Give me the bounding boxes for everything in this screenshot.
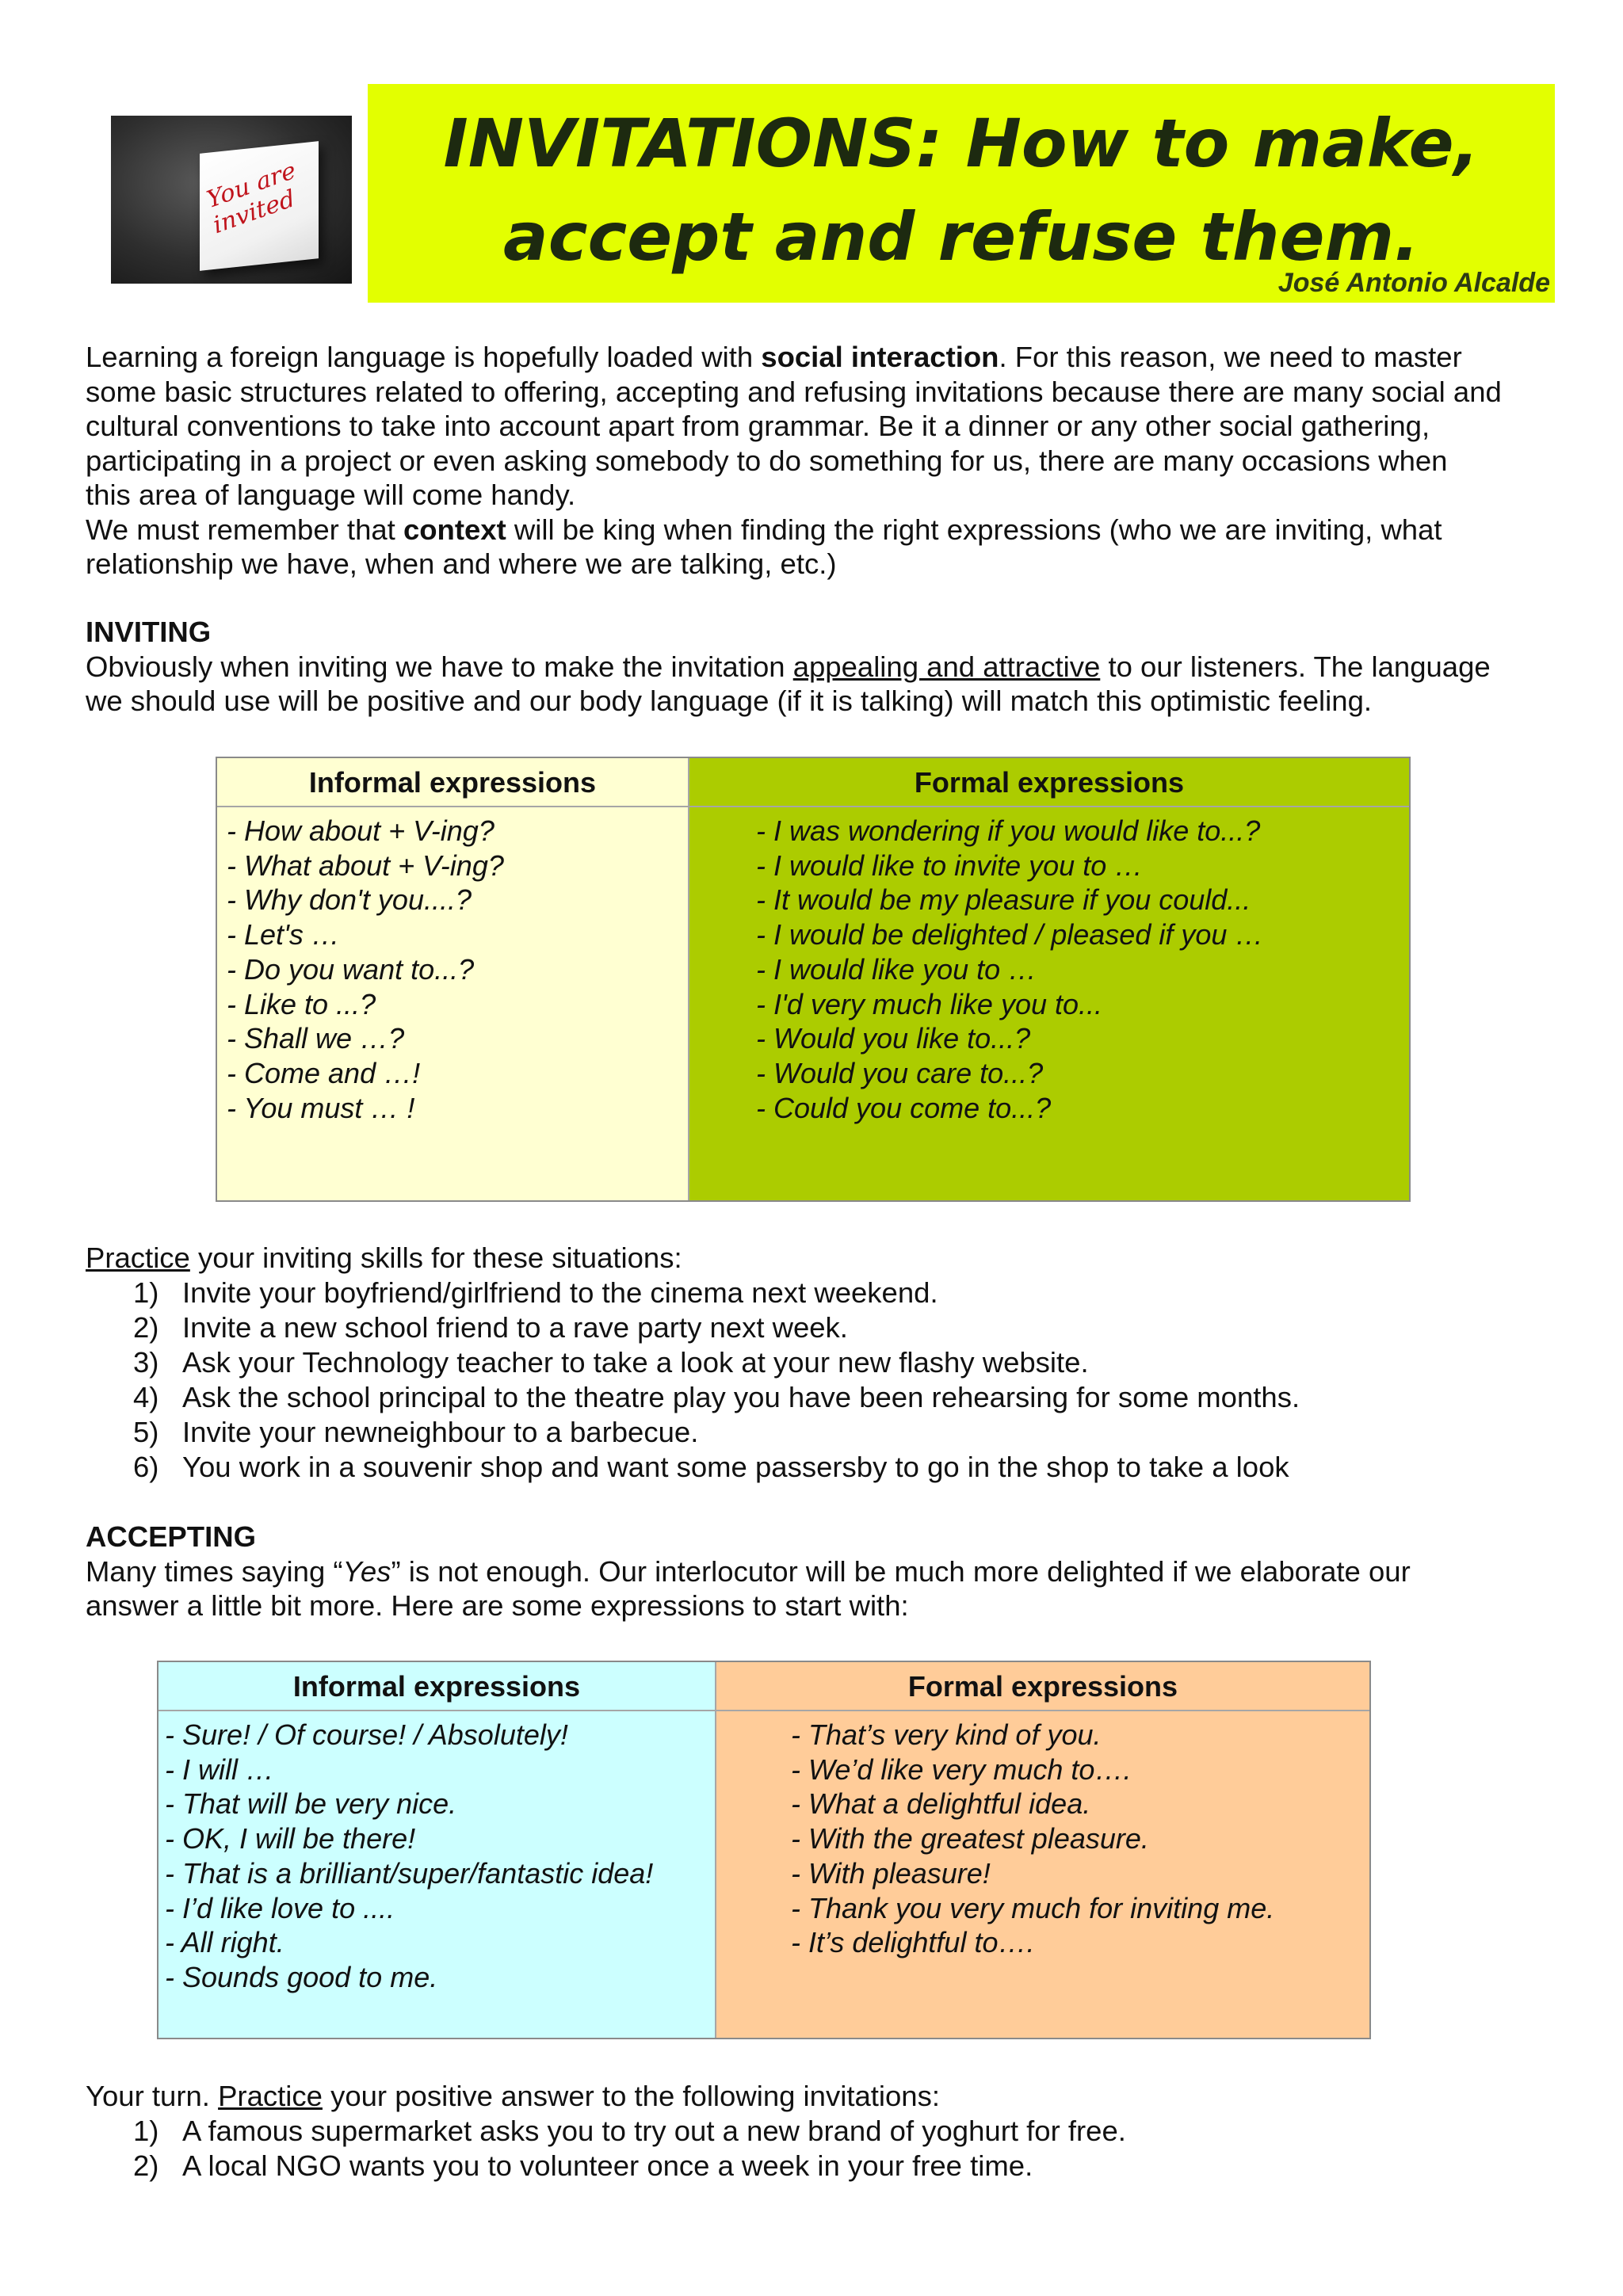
expression-item: - Sure! / Of course! / Absolutely! — [165, 1718, 568, 1751]
intro-emphasis-social-interaction: social interaction — [761, 341, 999, 373]
inviting-underlined-phrase: appealing and attractive — [792, 650, 1101, 683]
expression-item: - Would you like to...? — [756, 1022, 1031, 1055]
expression-item: - All right. — [165, 1926, 285, 1959]
accepting-informal-column — [158, 1662, 716, 2038]
expression-item: - We’d like very much to…. — [791, 1753, 1132, 1786]
list-item-text: A local NGO wants you to volunteer once a week in your free time. — [182, 2149, 1033, 2182]
inviting-informal-header: Informal expressions — [217, 758, 688, 807]
practice-underlined: Practice — [86, 1241, 190, 1274]
accepting-text: ” is not enough. Our interlocutor will be much more delighted if we elaborate our — [391, 1554, 1411, 1588]
expression-item: - What a delightful idea. — [791, 1787, 1091, 1821]
list-item — [133, 1276, 1300, 1310]
accepting-italic-yes: Yes — [342, 1554, 391, 1588]
accepting-section-text — [86, 1520, 1568, 1623]
list-item-number: 1) — [133, 1276, 159, 1309]
expression-item: - Like to ...? — [227, 987, 376, 1020]
list-item-text: Ask the school principal to the theatre play you have been rehearsing for some months. — [182, 1381, 1300, 1413]
expression-item: - Thank you very much for inviting me. — [791, 1891, 1275, 1924]
invitation-card-text: You are invited — [204, 156, 299, 240]
accepting-invitations-list — [133, 2114, 1126, 2183]
your-turn-text: Your turn. — [86, 2080, 219, 2112]
inviting-formal-column — [689, 758, 1409, 1200]
inviting-informal-column — [217, 758, 689, 1200]
expression-item: - I was wondering if you would like to...? — [756, 814, 1261, 847]
intro-text: We must remember that — [86, 513, 403, 546]
expression-item: - With pleasure! — [791, 1856, 991, 1890]
expression-item: - Let's … — [227, 918, 340, 952]
practice-inviting-intro — [86, 1241, 1568, 1276]
list-item-number: 2) — [133, 2149, 159, 2182]
inviting-text: to our listeners. The language — [1100, 650, 1491, 683]
your-turn-text: your positive answer to the following invitations: — [322, 2080, 941, 2112]
expression-item: - It would be my pleasure if you could... — [756, 883, 1251, 917]
list-item — [133, 1310, 1300, 1345]
inviting-section-text — [86, 615, 1568, 719]
intro-text: will be king when finding the right expressions (who we are inviting, what — [506, 513, 1442, 546]
expression-item: - Why don't you....? — [227, 883, 472, 917]
intro-emphasis-context: context — [403, 513, 506, 546]
expression-item: - That is a brilliant/super/fantastic idea! — [165, 1856, 654, 1890]
list-item-number: 3) — [133, 1346, 159, 1379]
list-item-number: 5) — [133, 1416, 159, 1448]
list-item — [133, 1450, 1300, 1485]
intro-text: some basic structures related to offering, accepting and refusing invitations because there are many social and — [86, 375, 1502, 408]
list-item-text: Invite your boyfriend/girlfriend to the cinema next weekend. — [182, 1276, 938, 1309]
list-item-text: Ask your Technology teacher to take a look at your new flashy website. — [182, 1346, 1089, 1379]
invitation-card-image — [111, 116, 352, 284]
inviting-situations-list — [133, 1276, 1300, 1485]
expression-item: - I will … — [165, 1753, 274, 1786]
expression-item: - Come and …! — [227, 1056, 421, 1089]
expression-item: - I would like you to … — [756, 952, 1037, 986]
accepting-formal-list — [716, 1711, 1369, 1960]
expression-item: - I would like to invite you to … — [756, 849, 1144, 882]
expression-item: - I'd very much like you to... — [756, 987, 1103, 1020]
inviting-expressions-table — [216, 757, 1411, 1202]
invitation-card — [200, 141, 319, 271]
accepting-text: answer a little bit more. Here are some expressions to start with: — [86, 1589, 909, 1622]
list-item-text: Invite your newneighbour to a barbecue. — [182, 1416, 699, 1448]
list-item — [133, 1380, 1300, 1415]
intro-text: Learning a foreign language is hopefully loaded with — [86, 341, 762, 373]
list-item — [133, 2114, 1126, 2149]
intro-text: . For this reason, we need to master — [999, 341, 1462, 373]
accepting-expressions-table — [157, 1661, 1371, 2039]
expression-item: - I would be delighted / pleased if you … — [756, 918, 1264, 952]
document-title — [368, 97, 1555, 284]
section-heading-inviting: INVITING — [86, 616, 212, 648]
inviting-text: Obviously when inviting we have to make the invitation — [86, 650, 793, 683]
title-line-2: accept and refuse them. — [503, 198, 1419, 276]
list-item-number: 1) — [133, 2115, 159, 2147]
accepting-informal-header: Informal expressions — [158, 1662, 715, 1711]
list-item-text: Invite a new school friend to a rave party next week. — [182, 1311, 848, 1344]
list-item — [133, 2149, 1126, 2183]
expression-item: - Would you care to...? — [756, 1056, 1044, 1089]
expression-item: - With the greatest pleasure. — [791, 1822, 1149, 1855]
list-item-number: 6) — [133, 1451, 159, 1483]
practice-text: your inviting skills for these situations: — [189, 1241, 682, 1274]
your-turn-intro — [86, 2079, 1568, 2114]
accepting-formal-header: Formal expressions — [716, 1662, 1369, 1711]
list-item — [133, 1345, 1300, 1380]
section-heading-accepting: ACCEPTING — [86, 1520, 256, 1553]
list-item-text: A famous supermarket asks you to try out a new brand of yoghurt for free. — [182, 2115, 1126, 2147]
expression-item: - That’s very kind of you. — [791, 1718, 1102, 1751]
title-banner — [368, 84, 1555, 303]
expression-item: - OK, I will be there! — [165, 1822, 416, 1855]
expression-item: - What about + V-ing? — [227, 849, 504, 882]
expression-item: - I’d like love to .... — [165, 1891, 395, 1924]
intro-text: relationship we have, when and where we are talking, etc.) — [86, 547, 837, 580]
accepting-formal-column — [716, 1662, 1369, 2038]
intro-paragraph — [86, 340, 1568, 582]
inviting-informal-list — [217, 807, 688, 1125]
intro-text: cultural conventions to take into account apart from grammar. Be it a dinner or any other social gathering, — [86, 410, 1430, 442]
list-item-text: You work in a souvenir shop and want some passersby to go in the shop to take a look — [182, 1451, 1289, 1483]
title-line-1: INVITATIONS: How to make, — [443, 105, 1480, 182]
list-item-number: 2) — [133, 1311, 159, 1344]
your-turn-underlined: Practice — [218, 2080, 323, 2112]
expression-item: - It’s delightful to…. — [791, 1926, 1035, 1959]
expression-item: - Could you come to...? — [756, 1091, 1052, 1124]
expression-item: - Sounds good to me. — [165, 1960, 438, 1993]
inviting-formal-list — [689, 807, 1409, 1125]
intro-text: participating in a project or even asking somebody to do something for us, there are many occasions when — [86, 444, 1448, 477]
inviting-text: we should use will be positive and our body language (if it is talking) will match this optimistic feeling. — [86, 685, 1373, 717]
expression-item: - How about + V-ing? — [227, 814, 495, 847]
expression-item: - Do you want to...? — [227, 952, 475, 986]
list-item-number: 4) — [133, 1381, 159, 1413]
accepting-informal-list — [158, 1711, 715, 1995]
expression-item: - You must … ! — [227, 1091, 415, 1124]
author-name: José Antonio Alcalde — [1277, 268, 1550, 298]
list-item — [133, 1415, 1300, 1450]
inviting-formal-header: Formal expressions — [689, 758, 1409, 807]
intro-text: this area of language will come handy. — [86, 479, 576, 511]
expression-item: - That will be very nice. — [165, 1787, 457, 1821]
accepting-text: Many times saying “ — [86, 1554, 343, 1588]
expression-item: - Shall we …? — [227, 1022, 405, 1055]
